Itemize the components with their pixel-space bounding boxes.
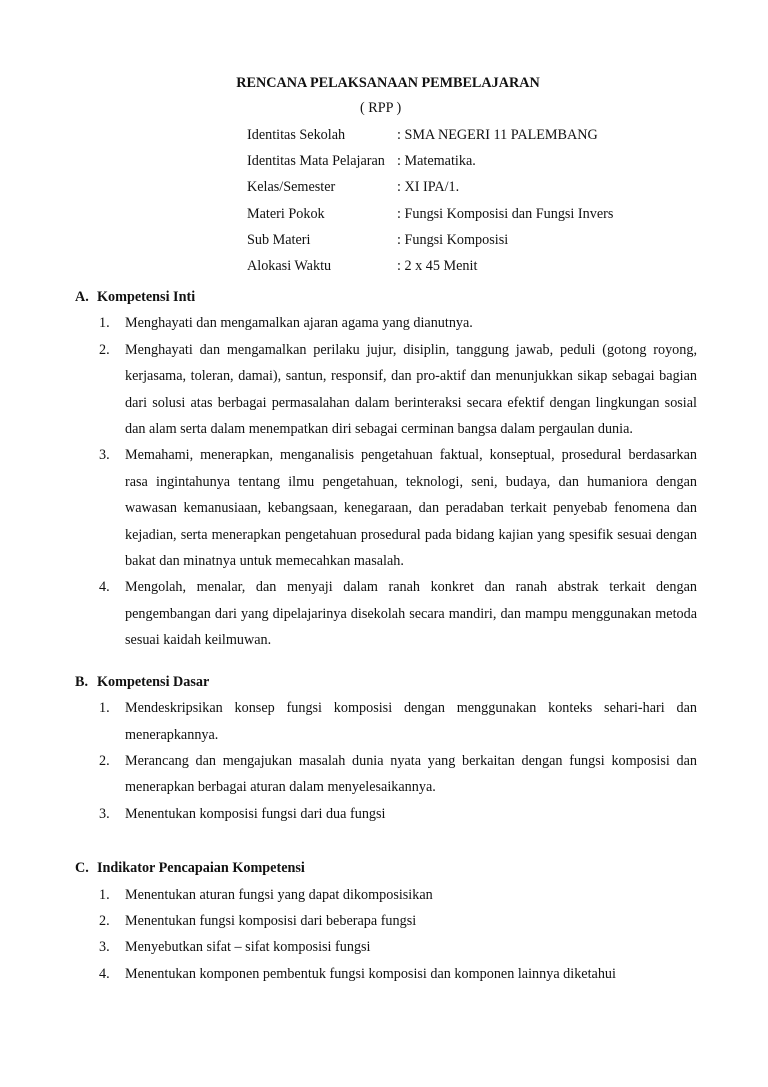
section-letter: C. bbox=[75, 860, 89, 877]
document-content bbox=[75, 284, 697, 987]
item-text: Menghayati dan mengamalkan perilaku jujur, disiplin, tanggung jawab, peduli (gotong royong, kerjasama, toleran, damai), santun, responsif, dan pro-aktif dan menunjukkan sikap sebagai bagian dari solusi atas berbagai permasalahan dalam berinteraksi secara efektif dengan lingkungan sosial dan alam serta dalam menempatkan diri sebagai cerminan bangsa dalam pergaulan dunia. bbox=[125, 341, 697, 438]
identity-value: : Fungsi Komposisi bbox=[397, 231, 509, 248]
identity-row bbox=[247, 253, 613, 279]
section-letter: B. bbox=[75, 673, 89, 690]
identity-value: : XI IPA/1. bbox=[397, 179, 460, 196]
item-text: Menentukan komponen pembentuk fungsi komposisi dan komponen lainnya diketahui bbox=[125, 965, 616, 982]
section-title: Indikator Pencapaian Kompetensi bbox=[97, 860, 305, 877]
identity-value: : 2 x 45 Menit bbox=[397, 257, 478, 274]
item-number: 3. bbox=[99, 447, 110, 464]
item-number: 2. bbox=[99, 341, 110, 358]
section-kompetensi-inti bbox=[75, 284, 697, 654]
document-subtitle: ( RPP ) bbox=[360, 100, 402, 116]
list-item bbox=[99, 574, 697, 653]
identity-row bbox=[247, 201, 613, 227]
identity-key: Materi Pokok bbox=[247, 205, 325, 222]
item-text: Menyebutkan sifat – sifat komposisi fungsi bbox=[125, 939, 371, 956]
section-title: Kompetensi Inti bbox=[97, 289, 196, 305]
identity-key: Kelas/Semester bbox=[247, 179, 336, 196]
list-item bbox=[99, 908, 697, 934]
list-item bbox=[99, 310, 697, 336]
item-text: Menghayati dan mengamalkan ajaran agama yang dianutnya. bbox=[125, 315, 473, 332]
item-number: 4. bbox=[99, 579, 110, 596]
item-number: 1. bbox=[99, 886, 110, 903]
section-indikator-pencapaian-kompetensi bbox=[75, 855, 697, 987]
item-number: 1. bbox=[99, 700, 110, 717]
item-text: Mengolah, menalar, dan menyaji dalam ranah konkret dan ranah abstrak terkait dengan pengembangan dari yang dipelajarinya disekolah secara mandiri, dan mampu menggunakan metoda sesuai kaidah keilmuwan. bbox=[125, 579, 697, 649]
item-number: 3. bbox=[99, 805, 110, 822]
identity-value: : Fungsi Komposisi dan Fungsi Invers bbox=[397, 205, 614, 222]
section-kompetensi-dasar bbox=[75, 669, 697, 827]
identity-row bbox=[247, 174, 613, 200]
identity-key: Sub Materi bbox=[247, 231, 311, 248]
item-number: 1. bbox=[99, 315, 110, 332]
list-item bbox=[99, 695, 697, 748]
item-text: Mendeskripsikan konsep fungsi komposisi dengan menggunakan konteks sehari-hari dan menerapkannya. bbox=[125, 700, 697, 743]
section-list bbox=[75, 695, 697, 827]
document-title: RENCANA PELAKSANAAN PEMBELAJARAN bbox=[236, 75, 540, 91]
item-text: Merancang dan mengajukan masalah dunia nyata yang berkaitan dengan fungsi komposisi dan menerapkan berbagai aturan dalam menyelesaikannya. bbox=[125, 752, 697, 796]
item-text: Menentukan komposisi fungsi dari dua fungsi bbox=[125, 805, 386, 822]
item-text: Memahami, menerapkan, menganalisis pengetahuan faktual, konseptual, prosedural berdasarkan rasa ingintahunya tentang ilmu pengetahuan, teknologi, seni, budaya, dan humaniora dengan wawasan kemanusiaan, kebangsaan, kenegaraan, dan peradaban terkait penyebab fenomena dan kejadian, serta menerapkan pengetahuan prosedural pada bidang kajian yang spesifik sesuai dengan bakat dan minatnya untuk memecahkan masalah. bbox=[125, 447, 697, 570]
identity-key: Identitas Sekolah bbox=[247, 127, 346, 143]
identity-value: : SMA NEGERI 11 PALEMBANG bbox=[397, 127, 598, 143]
identity-block bbox=[247, 122, 613, 279]
item-number: 2. bbox=[99, 752, 110, 769]
section-list bbox=[75, 310, 697, 653]
list-item bbox=[99, 748, 697, 801]
list-item bbox=[99, 882, 697, 908]
item-text: Menentukan aturan fungsi yang dapat dikomposisikan bbox=[125, 886, 433, 903]
identity-row bbox=[247, 227, 613, 253]
section-heading bbox=[75, 855, 697, 881]
identity-value: : Matematika. bbox=[397, 153, 476, 170]
identity-key: Alokasi Waktu bbox=[247, 257, 332, 274]
section-heading bbox=[75, 669, 697, 695]
item-number: 3. bbox=[99, 939, 110, 956]
section-heading bbox=[75, 284, 697, 310]
section-title: Kompetensi Dasar bbox=[97, 673, 210, 690]
list-item bbox=[99, 442, 697, 574]
item-text: Menentukan fungsi komposisi dari beberapa fungsi bbox=[125, 912, 417, 929]
item-number: 2. bbox=[99, 912, 110, 929]
identity-row bbox=[247, 148, 613, 174]
list-item bbox=[99, 961, 697, 987]
section-list bbox=[75, 882, 697, 988]
item-number: 4. bbox=[99, 965, 110, 982]
list-item bbox=[99, 934, 697, 960]
section-letter: A. bbox=[75, 289, 89, 305]
identity-row bbox=[247, 122, 613, 148]
identity-key: Identitas Mata Pelajaran bbox=[247, 153, 385, 170]
list-item bbox=[99, 801, 697, 827]
list-item bbox=[99, 337, 697, 443]
